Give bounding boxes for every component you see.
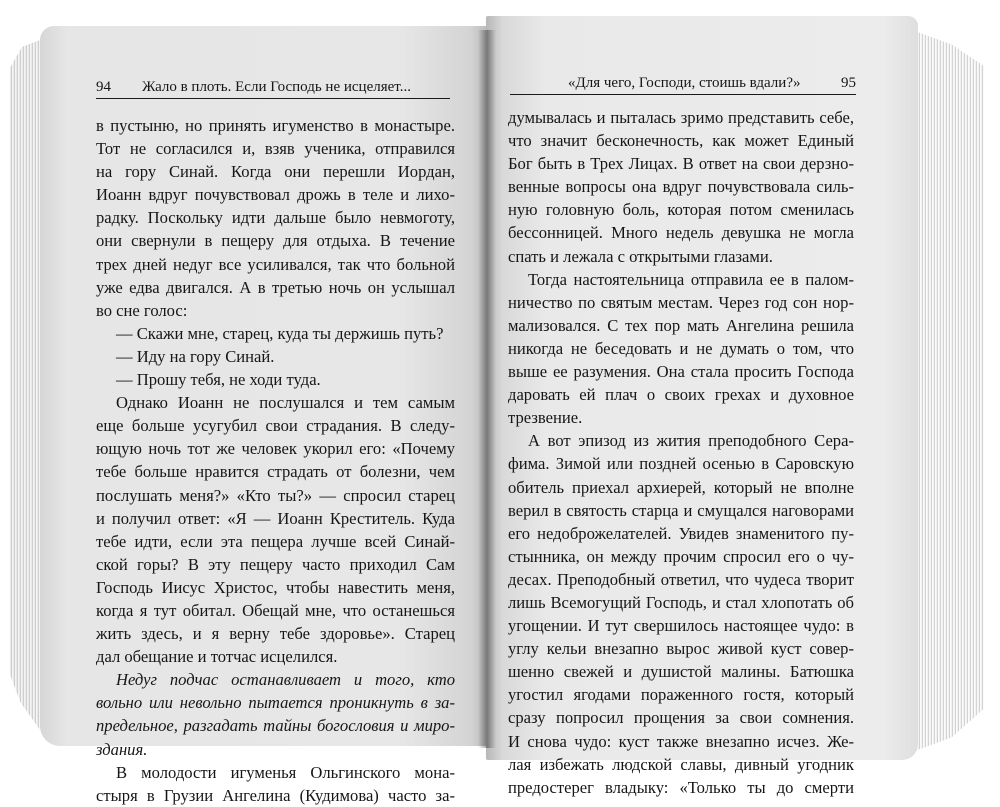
text-line: ющую ночь тот же человек укорил его: «Почему — [96, 439, 455, 459]
italic-line: вольно или невольно пытается проникнуть в за- — [96, 693, 455, 713]
italic-line: предельное, разгадать тайны богословия и миро- — [96, 716, 455, 736]
text-line: ную головную боль, которая потом сменилась — [508, 200, 854, 220]
dialogue-line: — Прошу тебя, не ходи туда. — [116, 370, 321, 390]
right-running-title: «Для чего, Господи, стоишь вдали?» — [568, 75, 801, 91]
right-page-number: 95 — [841, 75, 856, 91]
text-line: трех дней недуг все усиливался, так что больной — [96, 254, 455, 274]
text-line: лишь Всемогущий Господь, и стал хлопотать об — [508, 592, 854, 612]
right-running-head — [510, 72, 856, 95]
text-line: радку. Поскольку идти дальше было невмоготу, — [96, 208, 455, 228]
text-line: стыря в Грузии Ангелина (Кудимова) часто за- — [96, 785, 455, 805]
text-line: послушать меня?» «Кто ты?» — спросил старец — [96, 485, 455, 505]
text-line: даровать ей плач о своих грехах и духовное — [508, 385, 854, 405]
text-line: углу кельи внезапно вырос живой куст совер- — [508, 639, 854, 659]
text-line: ничество по святым местам. Через год сон нор- — [508, 292, 854, 312]
left-running-title: Жало в плоть. Если Господь не исцеляет... — [142, 79, 411, 95]
text-line: жить здесь, и я верну тебе здоровье». Старец — [96, 624, 455, 644]
left-page-edges — [10, 40, 40, 730]
italic-line: Недуг подчас останавливает и того, кто — [116, 670, 455, 690]
text-line: в пустыню, но принять игуменство в монастыре. — [96, 116, 455, 135]
text-line: дал обещание и тотчас исцелился. — [96, 647, 338, 667]
text-line: тебе идти, если эта пещера лучше всей Синай- — [96, 531, 455, 551]
right-page-edges — [912, 30, 984, 752]
text-line: Бог быть в Трех Лицах. В ответ на свои дерзно- — [508, 154, 854, 174]
text-line: никогда не беседовать и не думать о том, что — [508, 338, 854, 358]
text-line: во сне голос: — [96, 300, 188, 320]
text-line: сразу попросил прощения за свои сомнения. — [508, 708, 854, 728]
text-line: стынника, он между прочим спросил его о чу- — [508, 546, 854, 566]
text-line: ской горы? В эту пещеру часто приходил Сам — [96, 554, 455, 574]
text-line: на гору Синай. Когда они перешли Иордан, — [96, 162, 455, 182]
text-line: верил в святость старца и смущался наговорами — [508, 500, 854, 520]
text-line: В молодости игуменья Ольгинского мона- — [116, 762, 455, 782]
text-line: Тот не согласился и, взяв ученика, отправился — [96, 139, 455, 159]
text-line: и получил ответ: «Я — Иоанн Креститель. Куда — [96, 508, 455, 528]
text-line: предостерег владыку: «Только ты до смерти — [508, 777, 854, 797]
left-running-head — [96, 76, 450, 99]
text-line: еще больше усугубил свои страдания. В следу- — [96, 416, 455, 436]
left-page-number: 94 — [96, 79, 111, 95]
text-line: шенно свежей и душистой малины. Батюшка — [508, 662, 854, 682]
right-body-text — [508, 106, 854, 799]
text-line: обитель приехал архиерей, который не вполне — [508, 477, 854, 497]
left-page — [40, 26, 488, 805]
dialogue-line: — Скажи мне, старец, куда ты держишь путь? — [116, 323, 444, 343]
text-line: венные вопросы она вдруг почувствовала силь- — [508, 177, 854, 197]
text-line: спать и лежала с открытыми глазами. — [508, 246, 773, 266]
text-line: выше ее разумения. Она стала просить Господа — [508, 362, 854, 382]
text-line: трезвение. — [508, 408, 583, 428]
book-gutter — [478, 30, 496, 748]
text-line: Однако Иоанн не послушался и тем самым — [116, 393, 455, 413]
text-line: бессонницей. Много недель девушка не могла — [508, 223, 854, 243]
text-line: его недоброжелателей. Увидев знаменитого пу- — [508, 523, 854, 543]
text-line: уже едва двигался. А в третью ночь он услышал — [96, 277, 455, 297]
text-line: угостил ягодами пораженного гостя, который — [508, 685, 854, 705]
text-line: тебе больше нравится страдать от болезни, чем — [96, 462, 455, 482]
text-line: когда я тут обитал. Обещай мне, что останешься — [96, 600, 455, 620]
text-line: угощении. И тут свершилось настоящее чудо: в — [508, 616, 854, 636]
text-line: они свернули в пещеру для отдыха. В течение — [96, 231, 455, 251]
text-line: Господь Иисус Христос, чтобы навестить меня, — [96, 577, 455, 597]
italic-line: здания. — [96, 739, 148, 759]
text-line: что значит бесконечность, как может Единый — [508, 131, 854, 151]
text-line: мализовался. С тех пор мать Ангелина решила — [508, 315, 854, 335]
text-line: Тогда настоятельница отправила ее в палом- — [528, 269, 854, 289]
text-line: десах. Преподобный ответил, что чудеса творит — [508, 569, 854, 589]
dialogue-line: — Иду на гору Синай. — [116, 346, 275, 366]
right-page — [486, 16, 918, 797]
text-line: думывалась и пыталась зримо представить себе, — [508, 108, 854, 127]
text-line: фима. Зимой или поздней осенью в Саровскую — [508, 454, 854, 474]
text-line: Иоанн вдруг почувствовал дрожь в теле и лихо- — [96, 185, 455, 205]
left-body-text — [96, 114, 455, 807]
text-line: лая избежать людской славы, дивный угодник — [508, 754, 854, 774]
text-line: А вот эпизод из жития преподобного Сера- — [528, 431, 854, 451]
text-line: И снова чудо: куст также внезапно исчез. Же- — [508, 731, 854, 751]
